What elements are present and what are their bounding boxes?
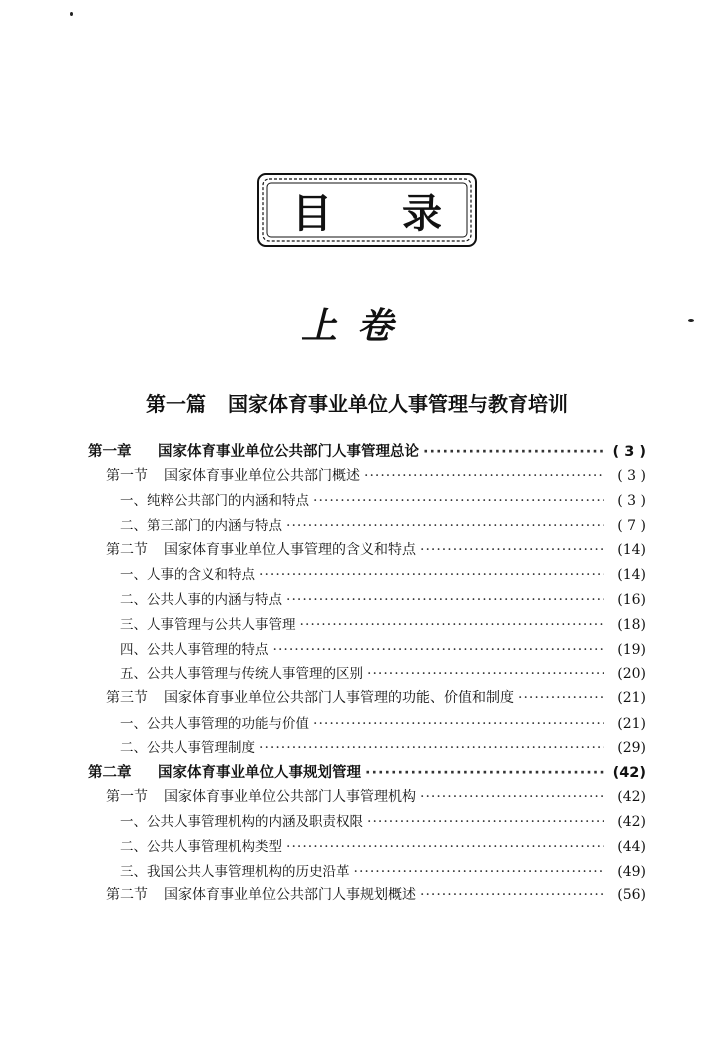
dot-leader bbox=[364, 468, 604, 484]
dot-leader bbox=[286, 592, 604, 608]
toc-page-number: (21) bbox=[617, 715, 646, 732]
dot-leader bbox=[313, 493, 604, 509]
toc-chapter[interactable] bbox=[86, 761, 646, 786]
toc-section[interactable] bbox=[86, 687, 646, 712]
toc-entry-title: 一、公共人事管理的功能与价值 bbox=[120, 715, 309, 732]
toc-page-number: (56) bbox=[617, 887, 646, 904]
toc-entry-title: 国家体育事业单位公共部门人事规划概述 bbox=[164, 887, 416, 904]
toc-page-number: ( 7 ) bbox=[617, 518, 646, 535]
toc-entry-label bbox=[86, 884, 416, 904]
toc-entry-label bbox=[86, 687, 514, 707]
dot-leader bbox=[365, 765, 604, 781]
part-heading bbox=[0, 388, 714, 417]
toc-page-number: (42) bbox=[612, 764, 646, 781]
toc-page-number: (49) bbox=[617, 863, 646, 880]
toc-entry-number: 第三节 bbox=[106, 689, 148, 706]
dot-leader bbox=[259, 567, 604, 583]
volume-heading: 上卷 bbox=[300, 305, 413, 347]
toc-page-number: (16) bbox=[617, 592, 646, 609]
toc-section[interactable] bbox=[86, 786, 646, 811]
toc-entry-number: 第二节 bbox=[106, 541, 148, 558]
dot-leader bbox=[367, 666, 604, 682]
toc-entry-title: 国家体育事业单位公共部门概述 bbox=[164, 467, 360, 484]
toc-section[interactable] bbox=[86, 465, 646, 490]
toc-entry-label bbox=[86, 810, 363, 830]
toc-entry-label bbox=[86, 761, 361, 782]
toc-entry-label bbox=[86, 638, 269, 658]
toc-entry-number: 第一节 bbox=[106, 467, 148, 484]
toc-entry-title: 二、公共人事管理制度 bbox=[120, 740, 255, 757]
scan-speck bbox=[70, 12, 73, 16]
toc-entry-title: 国家体育事业单位人事规划管理 bbox=[158, 764, 361, 781]
toc-item[interactable] bbox=[86, 613, 646, 638]
toc-page-number: (44) bbox=[617, 839, 646, 855]
toc-entry-label bbox=[86, 613, 296, 633]
toc-entry-label bbox=[86, 786, 416, 806]
toc-entry-number: 第二章 bbox=[88, 764, 132, 781]
toc-page-number: (42) bbox=[617, 814, 646, 831]
toc-item[interactable] bbox=[86, 489, 646, 514]
toc-entry-label bbox=[86, 662, 363, 682]
toc-entry-label bbox=[86, 712, 309, 732]
toc-page-number: (42) bbox=[617, 788, 646, 805]
toc-item[interactable] bbox=[86, 662, 646, 687]
toc-entry-title: 三、人事管理与公共人事管理 bbox=[120, 616, 296, 633]
toc-item[interactable] bbox=[86, 563, 646, 588]
toc-entry-title: 三、我国公共人事管理机构的历史沿革 bbox=[120, 863, 350, 880]
toc-page-number: ( 3 ) bbox=[617, 467, 646, 484]
toc-section[interactable] bbox=[86, 539, 646, 564]
toc-page-number: (18) bbox=[617, 616, 646, 633]
dot-leader bbox=[259, 740, 604, 756]
page-title bbox=[256, 172, 478, 248]
toc-entry-title: 五、公共人事管理与传统人事管理的区别 bbox=[120, 666, 363, 683]
toc-item[interactable] bbox=[86, 736, 646, 761]
toc-page-number: ( 3 ) bbox=[617, 493, 646, 510]
dot-leader bbox=[423, 444, 604, 460]
toc-entry-title: 二、第三部门的内涵与特点 bbox=[120, 518, 282, 535]
dot-leader bbox=[367, 814, 604, 830]
dot-leader bbox=[518, 690, 604, 706]
toc-item[interactable] bbox=[86, 860, 646, 885]
toc-entry-label bbox=[86, 588, 282, 608]
toc-item[interactable] bbox=[86, 835, 646, 860]
toc-entry-title: 国家体育事业单位人事管理的含义和特点 bbox=[164, 541, 416, 558]
toc-entry-title: 国家体育事业单位公共部门人事管理总论 bbox=[158, 444, 419, 460]
dot-leader bbox=[313, 716, 604, 732]
toc-entry-label bbox=[86, 563, 255, 583]
toc-entry-title: 一、公共人事管理机构的内涵及职责权限 bbox=[120, 814, 363, 831]
toc-entry-title: 二、公共人事的内涵与特点 bbox=[120, 592, 282, 609]
title-right-char: 录 bbox=[402, 190, 442, 237]
toc-entry-title: 国家体育事业单位公共部门人事管理的功能、价值和制度 bbox=[164, 689, 514, 706]
toc-entry-label bbox=[86, 736, 255, 756]
toc-page-number: (21) bbox=[617, 689, 646, 706]
toc-entry-title: 一、人事的含义和特点 bbox=[120, 567, 255, 584]
toc-item[interactable] bbox=[86, 638, 646, 663]
toc-page-number: (20) bbox=[617, 666, 646, 683]
toc-item[interactable] bbox=[86, 810, 646, 835]
toc-entry-label bbox=[86, 539, 416, 559]
toc-page-number: ( 3 ) bbox=[612, 444, 646, 460]
toc-chapter[interactable] bbox=[86, 440, 646, 465]
toc-title-frame bbox=[256, 172, 478, 248]
toc-entry-title: 一、纯粹公共部门的内涵和特点 bbox=[120, 493, 309, 510]
toc-entry-number: 第一章 bbox=[88, 444, 132, 460]
dot-leader bbox=[420, 887, 604, 903]
toc-entry-label bbox=[86, 489, 309, 509]
toc-page-number: (14) bbox=[617, 567, 646, 584]
toc-entry-label bbox=[86, 514, 282, 534]
dot-leader bbox=[286, 839, 604, 855]
toc-entry-title: 国家体育事业单位公共部门人事管理机构 bbox=[164, 788, 416, 805]
toc-item[interactable] bbox=[86, 712, 646, 737]
toc-entry-title: 四、公共人事管理的特点 bbox=[120, 641, 269, 658]
toc-page-number: (19) bbox=[617, 641, 646, 658]
dot-leader bbox=[273, 642, 605, 658]
table-of-contents bbox=[86, 440, 646, 909]
title-left-char: 目 bbox=[292, 190, 332, 237]
toc-entry-number: 第一节 bbox=[106, 788, 148, 805]
toc-entry-label bbox=[86, 440, 419, 461]
toc-entry-label bbox=[86, 860, 350, 880]
toc-entry-number: 第二节 bbox=[106, 887, 148, 904]
part-number: 第一篇 bbox=[146, 392, 206, 416]
toc-entry-title: 二、公共人事管理机构类型 bbox=[120, 839, 282, 855]
dot-leader bbox=[420, 542, 604, 558]
toc-section[interactable] bbox=[86, 884, 646, 909]
dot-leader bbox=[354, 864, 605, 880]
dot-leader bbox=[420, 789, 604, 805]
toc-page-number: (14) bbox=[617, 541, 646, 558]
toc-item[interactable] bbox=[86, 588, 646, 613]
toc-item[interactable] bbox=[86, 514, 646, 539]
dot-leader bbox=[300, 617, 605, 633]
part-title: 国家体育事业单位人事管理与教育培训 bbox=[228, 392, 568, 416]
toc-entry-label bbox=[86, 835, 282, 855]
dot-leader bbox=[286, 518, 604, 534]
toc-page-number: (29) bbox=[617, 740, 646, 757]
toc-entry-label bbox=[86, 465, 360, 485]
